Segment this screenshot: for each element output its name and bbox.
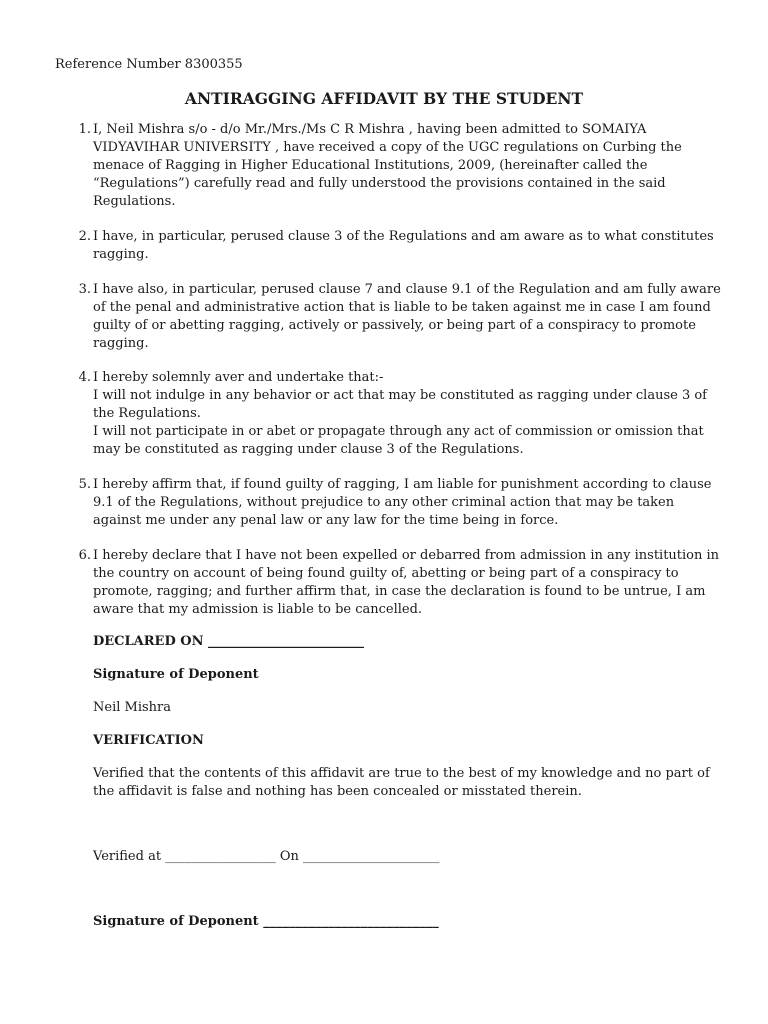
- clause-line: I hereby solemnly aver and undertake that:-: [93, 370, 384, 385]
- clause-number: 5.: [78, 477, 91, 492]
- clause-line: I, Neil Mishra s/o - d/o Mr./Mrs./Ms C R Mishra , having been admitted to SOMAIYA: [93, 122, 647, 137]
- clause-item-5: [78, 476, 715, 530]
- verification-text: [93, 765, 715, 801]
- clause-number: 6.: [78, 548, 91, 563]
- clause-line: I have also, in particular, perused clause 7 and clause 9.1 of the Regulation and am fully aware: [93, 282, 721, 297]
- clause-line: I will not indulge in any behavior or act that may be constituted as ragging under clause 3 of: [93, 388, 707, 403]
- clause-line: ragging.: [93, 247, 149, 262]
- clause-line: promote, ragging; and further affirm that, in case the declaration is found to be untrue, I am: [93, 584, 706, 599]
- clause-item-2: [78, 228, 715, 264]
- verification-line: Verified that the contents of this affidavit are true to the best of my knowledge and no part of: [93, 766, 710, 781]
- reference-number: Reference Number 8300355: [55, 57, 243, 72]
- clause-item-6: [78, 547, 720, 619]
- final-signature-blank: ___________________________: [263, 914, 439, 929]
- clause-item-4: [78, 369, 715, 459]
- signature-label: Signature of Deponent: [93, 667, 259, 682]
- clause-line: I have, in particular, perused clause 3 of the Regulations and am aware as to what constitutes: [93, 229, 714, 244]
- verification-heading: VERIFICATION: [93, 733, 204, 748]
- clause-line: 9.1 of the Regulations, without prejudice to any other criminal action that may be taken: [93, 495, 675, 510]
- on-label: On: [279, 849, 299, 864]
- verification-line: the affidavit is false and nothing has been concealed or misstated therein.: [93, 784, 582, 799]
- clause-item-1: [78, 121, 715, 211]
- clause-line: I hereby declare that I have not been expelled or debarred from admission in any institution in: [93, 548, 720, 563]
- clause-line: may be constituted as ragging under clause 3 of the Regulations.: [93, 442, 524, 457]
- clause-line: of the penal and administrative action that is liable to be taken against me in case I am found: [93, 300, 711, 315]
- clause-line: guilty of or abetting ragging, actively or passively, or being part of a conspiracy to promote: [93, 318, 696, 333]
- clause-item-3: [78, 281, 721, 353]
- final-signature-row: [93, 913, 715, 931]
- deponent-name: Neil Mishra: [93, 700, 171, 715]
- declared-on-label: DECLARED ON: [93, 634, 204, 649]
- clause-line: the country on account of being found guilty of, abetting or being part of a conspiracy to: [93, 566, 679, 581]
- verified-at-label: Verified at: [93, 849, 162, 864]
- verified-at-row: [93, 848, 715, 866]
- verified-at-blank: _________________: [165, 849, 276, 864]
- clause-line: menace of Ragging in Higher Educational Institutions, 2009, (hereinafter called the: [93, 158, 648, 173]
- declared-on-blank: ________________________: [208, 634, 365, 649]
- clause-line: the Regulations.: [93, 406, 201, 421]
- clause-number: 1.: [78, 122, 91, 137]
- clause-line: I hereby affirm that, if found guilty of ragging, I am liable for punishment according to clause: [93, 477, 712, 492]
- clause-number: 3.: [78, 282, 91, 297]
- clause-line: VIDYAVIHAR UNIVERSITY , have received a copy of the UGC regulations on Curbing the: [93, 140, 682, 155]
- clause-line: against me under any penal law or any law for the time being in force.: [93, 513, 559, 528]
- document-title: ANTIRAGGING AFFIDAVIT BY THE STUDENT: [184, 89, 584, 108]
- clause-line: ragging.: [93, 336, 149, 351]
- clause-line: aware that my admission is liable to be cancelled.: [93, 602, 423, 617]
- clause-number: 4.: [78, 370, 91, 385]
- on-blank: _____________________: [303, 849, 440, 864]
- final-signature-label: Signature of Deponent: [93, 914, 259, 929]
- clause-line: Regulations.: [93, 194, 176, 209]
- declared-on-row: [93, 633, 715, 651]
- clause-line: I will not participate in or abet or propagate through any act of commission or omission that: [93, 424, 704, 439]
- clause-line: “Regulations”) carefully read and fully understood the provisions contained in the said: [93, 176, 666, 191]
- clause-number: 2.: [78, 229, 91, 244]
